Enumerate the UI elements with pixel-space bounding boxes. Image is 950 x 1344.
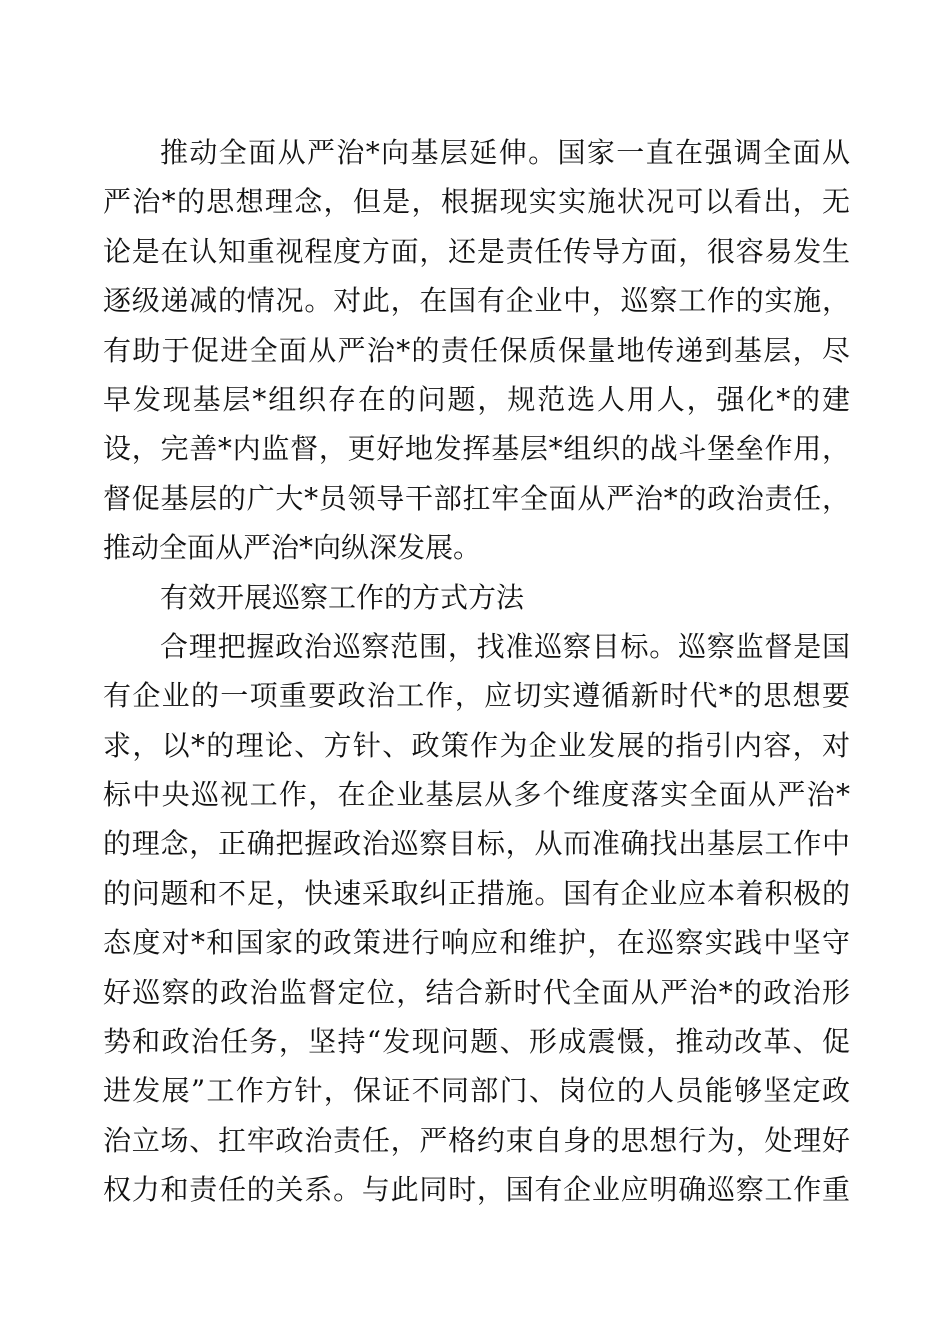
paragraph-inspection-scope (103, 622, 850, 1215)
text-line: 的问题和不足，快速采取纠正措施。国有企业应本着积极的 (103, 876, 850, 910)
text-line: 推动全面从严治*向纵深发展。 (103, 531, 482, 565)
text-line: 态度对*和国家的政策进行响应和维护，在巡察实践中坚守 (103, 926, 850, 960)
document-page (103, 128, 850, 1215)
text-line: 早发现基层*组织存在的问题，规范选人用人，强化*的建 (103, 382, 850, 416)
text-line: 逐级递减的情况。对此，在国有企业中，巡察工作的实施， (103, 284, 850, 318)
text-line: 合理把握政治巡察范围，找准巡察目标。巡察监督是国 (160, 629, 850, 663)
text-line: 督促基层的广大*员领导干部扛牢全面从严治*的政治责任， (103, 481, 850, 515)
text-line: 有助于促进全面从严治*的责任保质保量地传递到基层，尽 (103, 333, 850, 367)
text-line: 严治*的思想理念，但是，根据现实实施状况可以看出，无 (103, 185, 850, 219)
text-line: 推动全面从严治*向基层延伸。国家一直在强调全面从 (160, 136, 850, 169)
section-heading (103, 573, 850, 622)
text-line: 有企业的一项重要政治工作，应切实遵循新时代*的思想要 (103, 679, 850, 713)
text-line: 求，以*的理论、方针、政策作为企业发展的指引内容，对 (103, 728, 850, 762)
text-line: 设，完善*内监督，更好地发挥基层*组织的战斗堡垒作用， (103, 432, 850, 466)
text-line: 治立场、扛牢政治责任，严格约束自身的思想行为，处理好 (103, 1123, 850, 1157)
text-line: 的理念，正确把握政治巡察目标，从而准确找出基层工作中 (103, 827, 850, 861)
heading-text: 有效开展巡察工作的方式方法 (160, 580, 525, 614)
text-line: 进发展”工作方针，保证不同部门、岗位的人员能够坚定政 (103, 1074, 850, 1108)
text-line: 势和政治任务，坚持“发现问题、形成震慑，推动改革、促 (103, 1025, 850, 1059)
text-line: 好巡察的政治监督定位，结合新时代全面从严治*的政治形 (103, 975, 850, 1009)
paragraph-extend-to-grassroots (103, 128, 850, 573)
text-line: 论是在认知重视程度方面，还是责任传导方面，很容易发生 (103, 234, 850, 268)
text-line: 权力和责任的关系。与此同时，国有企业应明确巡察工作重 (103, 1173, 850, 1207)
text-line: 标中央巡视工作，在企业基层从多个维度落实全面从严治* (103, 778, 850, 812)
